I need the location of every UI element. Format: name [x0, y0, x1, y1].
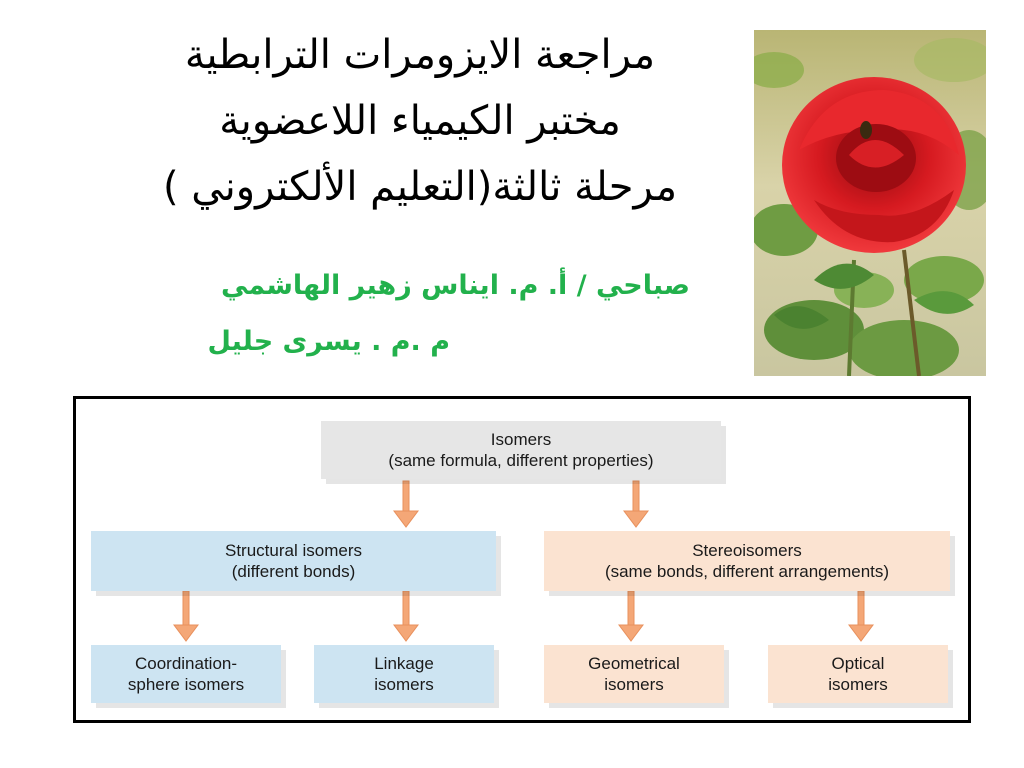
arrow-root-to-stereo [624, 481, 648, 527]
authors [120, 258, 690, 370]
author-line-1: صباحي / أ. م. ايناس زهير الهاشمي [220, 270, 690, 301]
geometrical-isomers-box [544, 645, 724, 703]
structural-isomers-box [91, 531, 496, 591]
stereoisomers-label: Stereoisomers [692, 541, 802, 560]
arrow-root-to-structural [394, 481, 418, 527]
arrow-stereo-to-optical [849, 591, 873, 641]
stereoisomers-box [544, 531, 950, 591]
structural-isomers-description: (different bonds) [231, 562, 356, 581]
structural-isomers-label: Structural isomers [225, 541, 362, 560]
optical-isomers-box [768, 645, 948, 703]
isomer-classification-diagram [73, 396, 971, 723]
stereoisomers-description: (same bonds, different arrangements) [604, 562, 890, 581]
arrow-stereo-to-geometrical [619, 591, 643, 641]
rose-photo [754, 30, 986, 376]
geometrical-label-line-1: Geometrical [588, 654, 680, 673]
optical-label-line-1: Optical [831, 654, 885, 673]
title-line-3: مرحلة ثالثة(التعليم الألكتروني ) [162, 164, 678, 210]
arrow-structural-to-coordination [174, 591, 198, 641]
isomers-box [321, 421, 721, 479]
optical-label-line-2: isomers [828, 675, 888, 694]
coordination-label-line-2: sphere isomers [127, 675, 245, 694]
coordination-sphere-isomers-box [91, 645, 281, 703]
slide-title [120, 22, 720, 220]
arrow-structural-to-linkage [394, 591, 418, 641]
isomers-label: Isomers [490, 430, 552, 449]
linkage-label-line-2: isomers [374, 675, 434, 694]
title-line-2: مختبر الكيمياء اللاعضوية [219, 98, 621, 144]
title-line-1: مراجعة الايزومرات الترابطية [184, 32, 656, 78]
author-line-2: م .م . يسرى جليل [207, 326, 450, 357]
linkage-isomers-box [314, 645, 494, 703]
linkage-label-line-1: Linkage [374, 654, 434, 673]
geometrical-label-line-2: isomers [604, 675, 664, 694]
isomers-description: (same formula, different properties) [388, 451, 654, 470]
coordination-label-line-1: Coordination- [134, 654, 238, 673]
